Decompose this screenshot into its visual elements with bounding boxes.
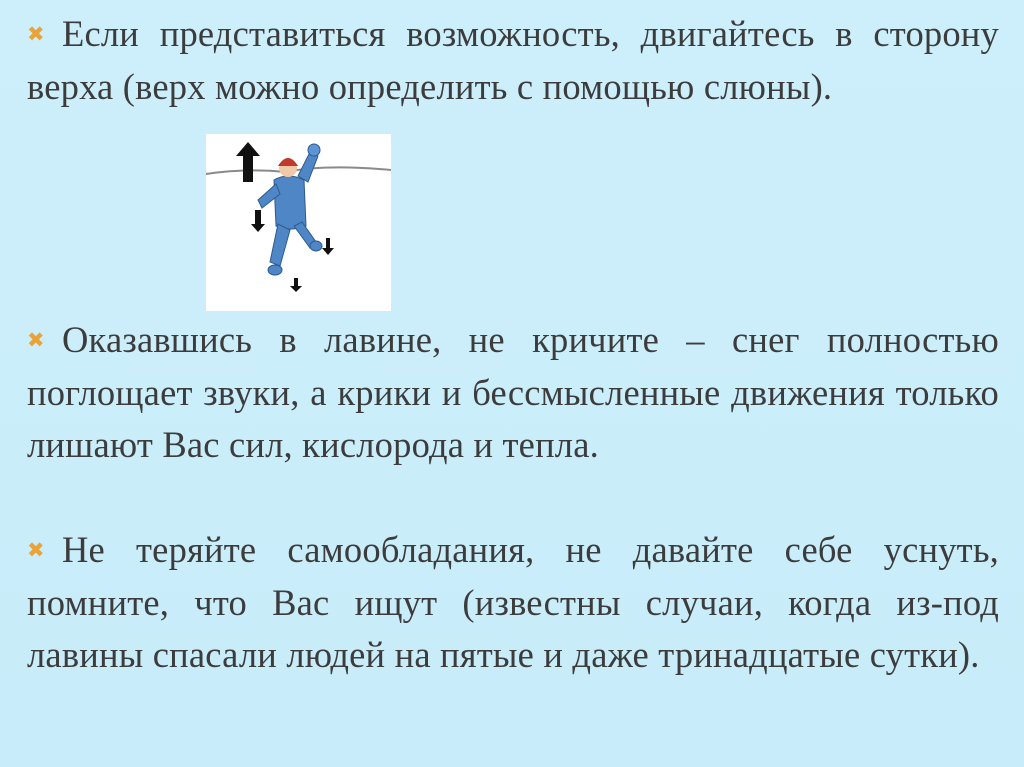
cross-mark-icon: ✖ <box>27 328 45 352</box>
bullet-text: Не теряйте самообладания, не давайте себе уснуть, помните, что Вас ищут (известны случаи, когда из-под лавины спасали людей на пятые и даже тринадцатые сутки). <box>27 529 999 675</box>
bullet-text: Если представиться возможность, двигайтесь в сторону верха (верх можно определить с помощью слюны). <box>27 13 999 107</box>
person-in-avalanche-illustration <box>206 134 391 311</box>
bullet-text: Оказавшись в лавине, не кричите – снег полностью поглощает звуки, а крики и бессмысленные движения только лишают Вас сил, кислорода и тепла. <box>27 319 999 465</box>
bullet-item-move-up <box>27 8 999 113</box>
cross-mark-icon: ✖ <box>27 538 45 562</box>
bullet-item-do-not-shout <box>27 314 999 472</box>
cross-mark-icon: ✖ <box>27 22 45 46</box>
bullet-item-stay-calm <box>27 524 999 682</box>
